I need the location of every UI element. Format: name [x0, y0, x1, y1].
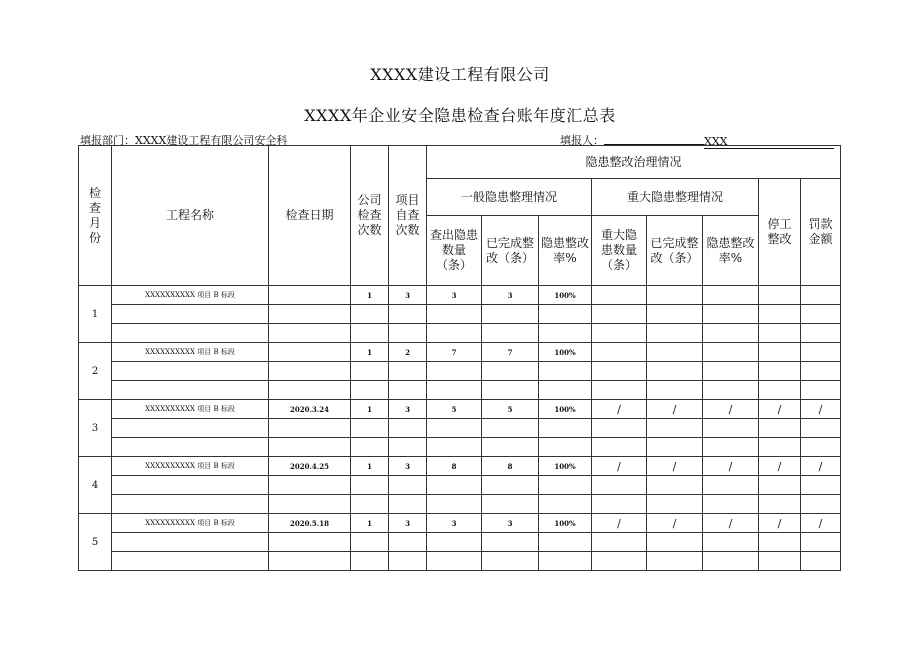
- company-count-cell: 1: [351, 400, 389, 419]
- fine-cell: [801, 286, 841, 305]
- header-general-group: 一般隐患整理情况: [427, 179, 592, 216]
- general-done-cell: 5: [482, 400, 539, 419]
- project-cell: XXXXXXXXXX 项目 B 标段: [112, 514, 269, 533]
- major-rate-cell: /: [703, 400, 759, 419]
- header-month: 检查月份: [79, 146, 112, 286]
- table-row: [79, 286, 841, 305]
- major-found-cell: /: [592, 457, 647, 476]
- general-rate-cell: 100%: [539, 343, 592, 362]
- table-row: [79, 343, 841, 362]
- company-count-cell: 1: [351, 286, 389, 305]
- stop-work-cell: [759, 286, 801, 305]
- date-cell: 2020.4.25: [269, 457, 351, 476]
- major-rate-cell: [703, 343, 759, 362]
- company-count-cell: 1: [351, 343, 389, 362]
- header-major-found: 重大隐患数量（条）: [592, 216, 647, 286]
- table-row-blank: [79, 533, 841, 552]
- fine-cell: [801, 343, 841, 362]
- header-general-found: 查出隐患数量（条）: [427, 216, 482, 286]
- month-cell: 5: [79, 514, 112, 571]
- header-date: 检查日期: [269, 146, 351, 286]
- project-count-cell: 3: [389, 400, 427, 419]
- fill-person-blank: [604, 133, 704, 145]
- project-count-cell: 3: [389, 514, 427, 533]
- header-company-count: 公司检查次数: [351, 146, 389, 286]
- major-done-cell: /: [647, 514, 703, 533]
- major-found-cell: [592, 286, 647, 305]
- month-cell: 4: [79, 457, 112, 514]
- date-cell: 2020.5.18: [269, 514, 351, 533]
- table-row-blank: [79, 324, 841, 343]
- header-general-rate: 隐患整改率%: [539, 216, 592, 286]
- major-done-cell: /: [647, 457, 703, 476]
- general-done-cell: 7: [482, 343, 539, 362]
- document-title: XXXX建设工程有限公司: [370, 65, 550, 84]
- fill-department-value: XXXX建设工程有限公司安全科: [135, 134, 288, 147]
- fine-cell: /: [801, 514, 841, 533]
- month-cell: 1: [79, 286, 112, 343]
- stop-work-cell: [759, 343, 801, 362]
- table-row-blank: [79, 495, 841, 514]
- table-row-blank: [79, 438, 841, 457]
- table-row-blank: [79, 362, 841, 381]
- major-rate-cell: [703, 286, 759, 305]
- header-project: 工程名称: [112, 146, 269, 286]
- project-count-cell: 3: [389, 457, 427, 476]
- table-row-blank: [79, 419, 841, 438]
- general-done-cell: 8: [482, 457, 539, 476]
- fill-department-label: 填报部门：: [80, 134, 135, 147]
- general-done-cell: 3: [482, 514, 539, 533]
- major-found-cell: /: [592, 514, 647, 533]
- major-rate-cell: /: [703, 514, 759, 533]
- stop-work-cell: /: [759, 457, 801, 476]
- company-count-cell: 1: [351, 514, 389, 533]
- company-count-cell: 1: [351, 457, 389, 476]
- project-cell: XXXXXXXXXX 项目 B 标段: [112, 400, 269, 419]
- date-cell: [269, 343, 351, 362]
- major-done-cell: [647, 286, 703, 305]
- stop-work-cell: /: [759, 514, 801, 533]
- header-fine: 罚款金额: [801, 179, 841, 286]
- header-stop-work: 停工整改: [759, 179, 801, 286]
- month-cell: 2: [79, 343, 112, 400]
- general-rate-cell: 100%: [539, 514, 592, 533]
- major-done-cell: /: [647, 400, 703, 419]
- table-row: [79, 457, 841, 476]
- project-cell: XXXXXXXXXX 项目 B 标段: [112, 457, 269, 476]
- header-major-group: 重大隐患整理情况: [592, 179, 759, 216]
- general-rate-cell: 100%: [539, 286, 592, 305]
- general-found-cell: 5: [427, 400, 482, 419]
- general-found-cell: 7: [427, 343, 482, 362]
- general-found-cell: 8: [427, 457, 482, 476]
- project-cell: XXXXXXXXXX 项目 B 标段: [112, 343, 269, 362]
- table-row-blank: [79, 305, 841, 324]
- date-cell: 2020.3.24: [269, 400, 351, 419]
- project-count-cell: 3: [389, 286, 427, 305]
- header-rectify-group: 隐患整改治理情况: [427, 146, 841, 179]
- project-count-cell: 2: [389, 343, 427, 362]
- table-row: [79, 514, 841, 533]
- stop-work-cell: /: [759, 400, 801, 419]
- major-rate-cell: /: [703, 457, 759, 476]
- project-cell: XXXXXXXXXX 项目 B 标段: [112, 286, 269, 305]
- general-rate-cell: 100%: [539, 400, 592, 419]
- fill-person-value: XXX: [704, 135, 834, 149]
- table-row-blank: [79, 476, 841, 495]
- header-project-count: 项目自查次数: [389, 146, 427, 286]
- major-done-cell: [647, 343, 703, 362]
- table-row: [79, 400, 841, 419]
- general-found-cell: 3: [427, 286, 482, 305]
- date-cell: [269, 286, 351, 305]
- major-found-cell: /: [592, 400, 647, 419]
- general-found-cell: 3: [427, 514, 482, 533]
- header-major-done: 已完成整改（条）: [647, 216, 703, 286]
- table-row-blank: [79, 381, 841, 400]
- table-row-blank: [79, 552, 841, 571]
- document-subtitle: XXXX年企业安全隐患检查台账年度汇总表: [304, 106, 616, 125]
- ledger-table: [78, 145, 841, 571]
- fine-cell: /: [801, 400, 841, 419]
- header-general-done: 已完成整改（条）: [482, 216, 539, 286]
- fine-cell: /: [801, 457, 841, 476]
- fill-person-label: 填报人：: [560, 134, 604, 147]
- header-major-rate: 隐患整改率%: [703, 216, 759, 286]
- general-done-cell: 3: [482, 286, 539, 305]
- general-rate-cell: 100%: [539, 457, 592, 476]
- month-cell: 3: [79, 400, 112, 457]
- major-found-cell: [592, 343, 647, 362]
